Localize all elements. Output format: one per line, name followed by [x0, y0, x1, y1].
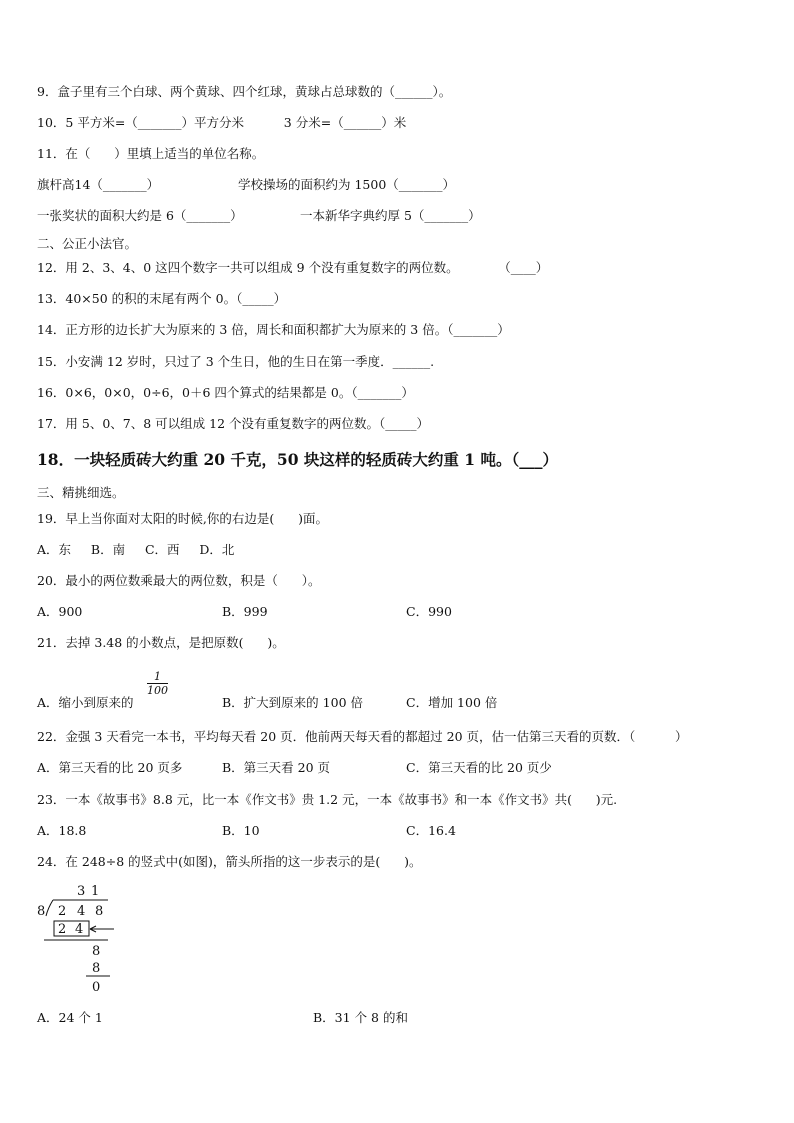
question-21-option-b: B．扩大到原来的 100 倍 [222, 695, 363, 710]
quotient-digit-1: 3 [77, 884, 86, 899]
question-15: 15．小安满 12 岁时，只过了 3 个生日，他的生日在第一季度．______. [37, 354, 435, 369]
section-3-heading: 三、精挑细选。 [37, 485, 125, 500]
question-22-option-c: C．第三天看的比 20 页少 [406, 760, 552, 775]
question-9: 9．盒子里有三个白球、两个黄球、四个红球，黄球占总球数的（______）。 [37, 84, 452, 99]
question-16: 16．0×6，0×0，0÷6，0＋6 四个算式的结果都是 0。（_______） [37, 385, 414, 400]
question-20: 20．最小的两位数乘最大的两位数，积是（ ）。 [37, 573, 321, 588]
quotient-digit-2: 1 [91, 884, 100, 899]
division-bracket [46, 900, 53, 916]
question-23-option-b: B．10 [222, 823, 260, 838]
question-24-option-a: A．24 个 1 [37, 1010, 103, 1025]
question-21-fraction [147, 670, 168, 697]
result-digit: 0 [92, 980, 101, 995]
question-19: 19．早上当你面对太阳的时候,你的右边是( )面。 [37, 511, 328, 526]
question-23: 23．一本《故事书》8.8 元，比一本《作文书》贵 1.2 元，一本《故事书》和一本《作文书》共( )元. [37, 792, 618, 807]
question-21-option-a: A．缩小到原来的 [37, 695, 134, 710]
question-14: 14．正方形的边长扩大为原来的 3 倍，周长和面积都扩大为原来的 3 倍。（_______） [37, 322, 510, 337]
question-13: 13．40×50 的积的末尾有两个 0。（_____） [37, 291, 287, 306]
question-24-option-b: B．31 个 8 的和 [313, 1010, 408, 1025]
long-division-diagram [30, 880, 130, 998]
question-11-item-dictionary: 一本新华字典约厚 5（_______） [300, 208, 481, 223]
question-22-option-a: A．第三天看的比 20 页多 [37, 760, 183, 775]
question-12: 12．用 2、3、4、0 这四个数字一共可以组成 9 个没有重复数字的两位数。 （____） [37, 260, 549, 275]
question-18: 18．一块轻质砖大约重 20 千克，50 块这样的轻质砖大约重 1 吨。（___） [37, 450, 558, 469]
question-20-option-a: A．900 [37, 604, 83, 619]
question-11: 11．在（ ）里填上适当的单位名称。 [37, 146, 265, 161]
question-24: 24．在 248÷8 的竖式中(如图)，箭头所指的这一步表示的是( )。 [37, 854, 422, 869]
section-2-heading: 二、公正小法官。 [37, 236, 138, 251]
question-20-option-c: C．990 [406, 604, 452, 619]
bring-down-digit: 8 [92, 944, 101, 959]
question-17: 17．用 5、0、7、8 可以组成 12 个没有重复数字的两位数。（_____） [37, 416, 430, 431]
question-22: 22．金强 3 天看完一本书，平均每天看 20 页．他前两天每天看的都超过 20 页，估一估第三天看的页数．（ ） [37, 729, 688, 744]
question-21: 21．去掉 3.48 的小数点，是把原数( )。 [37, 635, 285, 650]
step1-digit-1: 2 [58, 922, 67, 937]
question-11-item-playground: 学校操场的面积约为 1500（_______） [238, 177, 456, 192]
question-23-option-a: A．18.8 [37, 823, 87, 838]
fraction-numerator: 1 [147, 670, 168, 684]
question-22-option-b: B．第三天看 20 页 [222, 760, 331, 775]
fraction-denominator: 100 [147, 684, 168, 697]
step2-digit: 8 [92, 961, 101, 976]
dividend-digit-2: 4 [77, 904, 86, 919]
question-11-item-flagpole: 旗杆高14（_______） [37, 177, 160, 192]
question-20-option-b: B．999 [222, 604, 268, 619]
question-19-options: A．东 B．南 C．西 D．北 [37, 542, 235, 557]
question-11-item-certificate: 一张奖状的面积大约是 6（_______） [37, 208, 243, 223]
dividend-digit-1: 2 [58, 904, 67, 919]
step1-digit-2: 4 [75, 922, 84, 937]
question-21-option-c: C．增加 100 倍 [406, 695, 498, 710]
dividend-digit-3: 8 [95, 904, 104, 919]
question-10: 10．5 平方米=（_______）平方分米 3 分米=（______）米 [37, 115, 407, 130]
divisor: 8 [37, 904, 46, 919]
question-23-option-c: C．16.4 [406, 823, 456, 838]
